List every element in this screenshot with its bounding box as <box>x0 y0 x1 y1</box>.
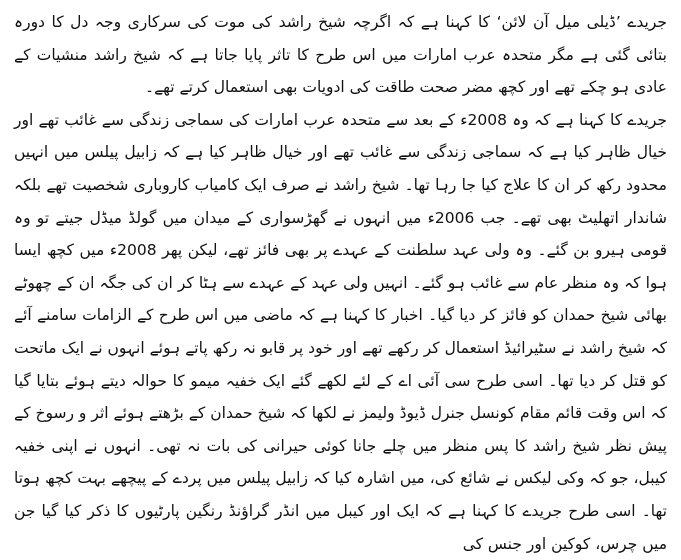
paragraph-2: جریدے کا کہنا ہے کہ وہ 2008ء کے بعد سے متحدہ عرب امارات کی سماجی زندگی سے غائب تھے اور خیال ظاہر کیا ہے کہ سماجی زندگی سے غائب تھے اور خیال ظاہر کیا ہے کہ زابیل پیلس میں انہیں محدود رکھ کر ان کا علاج کیا جا رہا تھا۔ شیخ راشد نے صرف ایک کامیاب کاروباری شخصیت تھے بلکہ شاندار اتھلیٹ بھی تھے۔ جب 2006ء میں انہوں نے گھڑسواری کے میدان میں گولڈ میڈل جیتے تو وہ قومی ہیرو بن گئے۔ وہ ولی عہد سلطنت کے عہدے پر بھی فائز تھے، لیکن پھر 2008ء میں کچھ ایسا ہوا کہ وہ منظر عام سے غائب ہو گئے۔ انہیں ولی عہد کے عہدے سے ہٹا کر ان کی جگہ ان کے چھوٹے بھائی شیخ حمدان کو فائز کر دیا گیا۔ اخبار کا کہنا ہے کہ ماضی میں اس طرح کے الزامات سامنے آئے کہ شیخ راشد نے سٹیرائیڈ استعمال کر رکھے تھے اور خود پر قابو نہ رکھ پاتے ہوئے انہوں نے ایک ماتحت کو قتل کر دیا تھا۔ اسی طرح سی آئی اے کے لئے لکھے گئے ایک خفیہ میمو کا حوالہ دیتے ہوئے بتایا گیا کہ اس وقت قائم مقام کونسل جنرل ڈیوڈ ولیمز نے لکھا کہ شیخ حمدان کے بڑھتے ہوئے اثر و رسوخ کے پیش نظر شیخ راشد کا پس منظر میں چلے جانا کوئی حیرانی کی بات نہ تھی۔ انہوں نے اپنی خفیہ کیبل، جو کہ وکی لیکس نے شائع کی، میں اشارہ کیا کہ زابیل پیلس میں پردے کے پیچھے بہت کچھ ہوتا تھا۔ اسی طرح جریدے کا کہنا ہے کہ ایک اور کیبل میں انڈر گراؤنڈ رنگین پارٹیوں کا ذکر کیا گیا جن میں چرس، کوکین اور جنس کی <box>14 110 667 553</box>
paragraph-1: جریدے ’ڈیلی میل آن لائن‘ کا کہنا ہے کہ اگرچہ شیخ راشد کی موت کی سرکاری وجہ دل کا دورہ بتائی گئی ہے مگر متحدہ عرب امارات میں اس طرح کا تاثر پایا جاتا ہے کہ شیخ راشد منشیات کے عادی ہو چکے تھے اور کچھ مضر صحت طاقت کی ادویات بھی استعمال کرتے تھے۔ <box>14 13 667 97</box>
